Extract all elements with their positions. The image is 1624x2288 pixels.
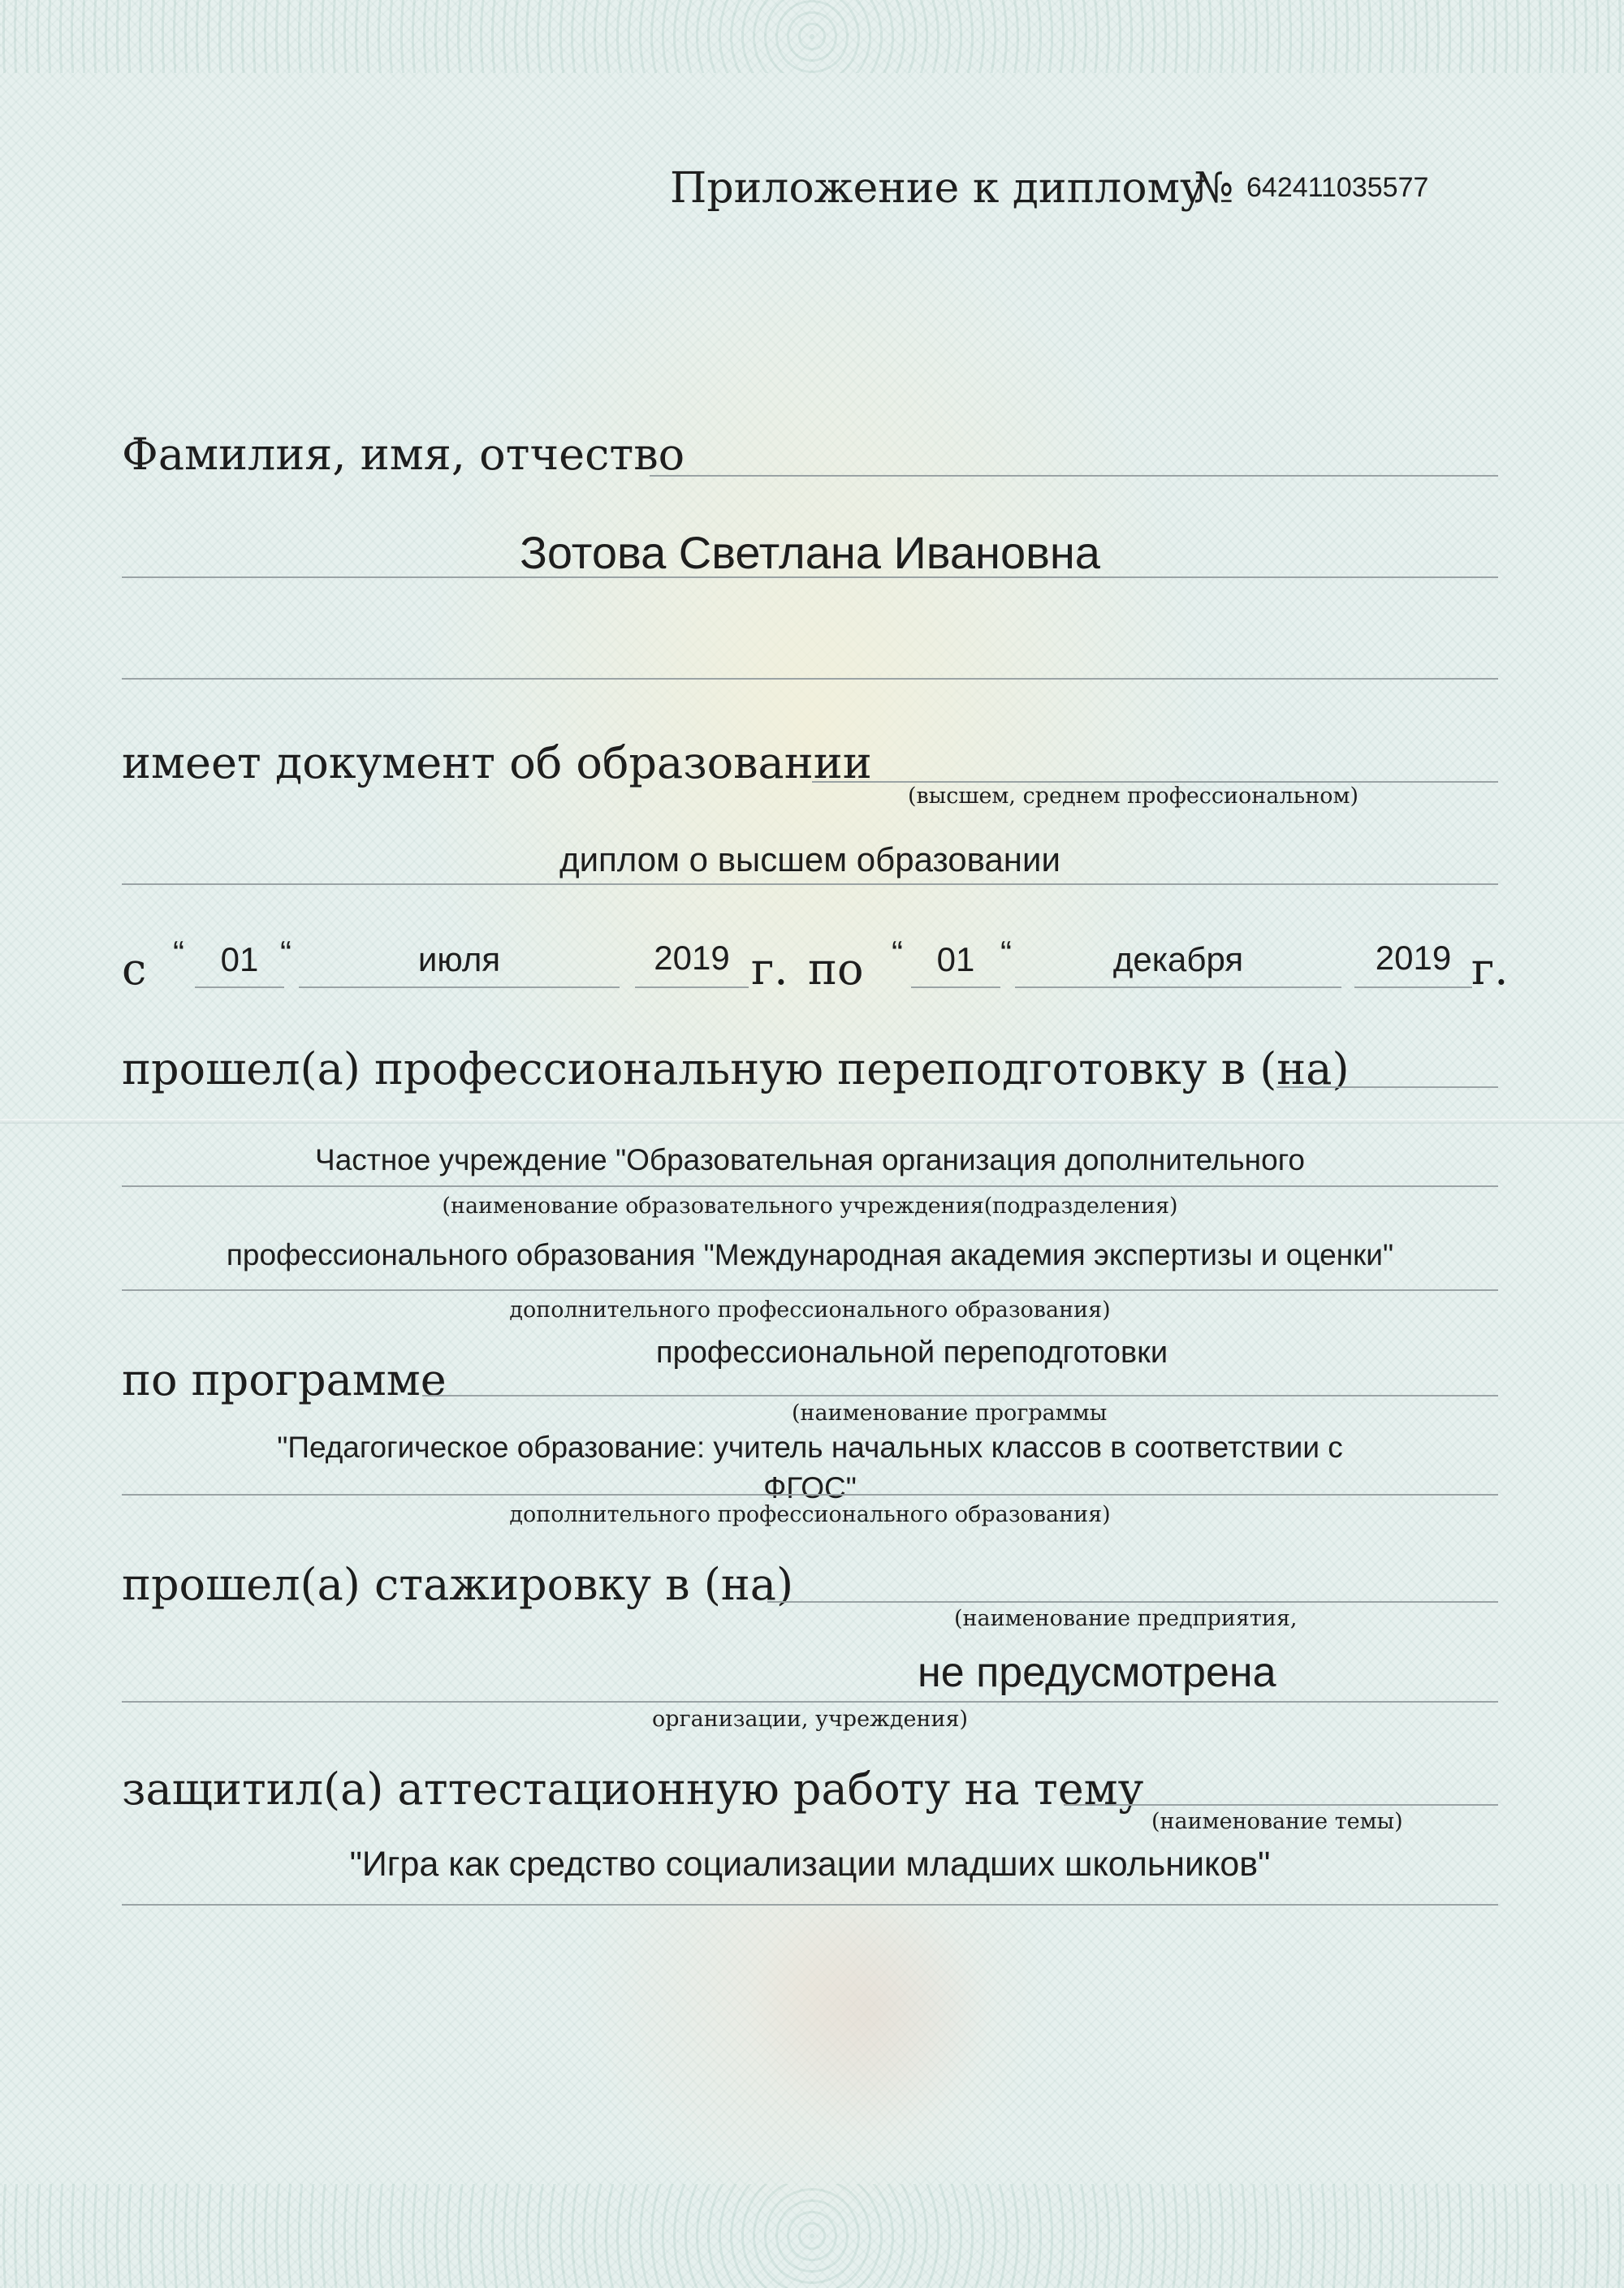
to-day: 01 — [936, 940, 975, 978]
education-rule-2 — [122, 883, 1498, 885]
retraining-label: прошел(а) профессиональную переподготовку в (на) — [122, 1043, 1350, 1094]
internship-rule-1 — [767, 1601, 1498, 1603]
fio-rule-3 — [122, 678, 1498, 680]
fio-rule-2 — [122, 576, 1498, 578]
org-line-1: Частное учреждение "Образовательная организация дополнительного — [315, 1143, 1305, 1176]
from-open-quote: “ — [173, 934, 184, 972]
thesis-rule-1 — [1064, 1804, 1498, 1806]
faint-seal — [747, 1892, 991, 2135]
bottom-guilloche — [0, 2184, 1624, 2288]
thesis-rule-2 — [122, 1904, 1498, 1906]
to-year-suffix: г. — [1471, 943, 1509, 995]
internship-value: не предусмотрена — [918, 1649, 1276, 1696]
to-close-quote: “ — [1000, 934, 1012, 972]
period-from-prefix: с — [122, 943, 147, 995]
program-value-3: ФГОС" — [763, 1471, 857, 1504]
fio-rule-1 — [650, 475, 1498, 477]
program-caption-1: (наименование программы — [792, 1401, 1108, 1426]
thesis-caption: (наименование темы) — [1151, 1809, 1403, 1834]
from-year-suffix: г. — [751, 943, 788, 995]
header-title: Приложение к диплому — [670, 164, 1205, 213]
program-label: по программе — [122, 1354, 447, 1405]
internship-caption-1: (наименование предприятия, — [954, 1606, 1298, 1631]
fio-value: Зотова Светлана Ивановна — [520, 527, 1100, 578]
from-year-rule — [635, 986, 749, 988]
org-rule-2 — [122, 1289, 1498, 1291]
education-label: имеет документ об образовании — [122, 737, 872, 788]
retraining-rule-1 — [1276, 1086, 1498, 1088]
to-month: декабря — [1112, 940, 1244, 978]
paper-fold — [0, 1119, 1624, 1124]
org-line-2: профессионального образования "Международная академия экспертизы и оценки" — [226, 1238, 1394, 1271]
org-caption-2: дополнительного профессионального образования) — [509, 1297, 1111, 1323]
fio-label: Фамилия, имя, отчество — [122, 429, 685, 480]
period-to-prefix: по — [808, 943, 864, 995]
to-day-rule — [911, 986, 1000, 988]
thesis-value: "Игра как средство социализации младших школьников" — [349, 1845, 1271, 1884]
from-month-rule — [299, 986, 620, 988]
education-rule-1 — [812, 781, 1498, 783]
number-sign: № — [1194, 164, 1234, 213]
internship-rule-2 — [122, 1701, 1498, 1703]
diploma-number: 642411035577 — [1246, 172, 1429, 203]
program-rule-2 — [122, 1494, 1498, 1496]
to-year-rule — [1354, 986, 1472, 988]
internship-caption-2: организации, учреждения) — [651, 1707, 969, 1732]
program-value-2: "Педагогическое образование: учитель начальных классов в соответствии с — [277, 1431, 1343, 1464]
from-month: июля — [417, 940, 501, 978]
internship-label: прошел(а) стажировку в (на) — [122, 1559, 794, 1610]
to-year: 2019 — [1375, 939, 1452, 977]
education-value: диплом о высшем образовании — [559, 840, 1060, 879]
from-day-rule — [195, 986, 284, 988]
to-month-rule — [1015, 986, 1341, 988]
top-guilloche — [0, 0, 1624, 73]
program-value-1: профессиональной переподготовки — [656, 1336, 1168, 1370]
to-open-quote: “ — [892, 934, 903, 972]
education-caption: (высшем, среднем профессиональном) — [908, 784, 1359, 809]
org-rule-1 — [122, 1185, 1498, 1187]
org-caption-1: (наименование образовательного учреждения(подразделения) — [442, 1194, 1178, 1219]
program-rule-1 — [422, 1395, 1498, 1397]
from-day: 01 — [220, 940, 259, 978]
from-year: 2019 — [654, 939, 730, 977]
thesis-label: защитил(а) аттестационную работу на тему — [122, 1763, 1144, 1815]
program-caption-2: дополнительного профессионального образования) — [509, 1502, 1111, 1527]
from-close-quote: “ — [280, 934, 292, 972]
